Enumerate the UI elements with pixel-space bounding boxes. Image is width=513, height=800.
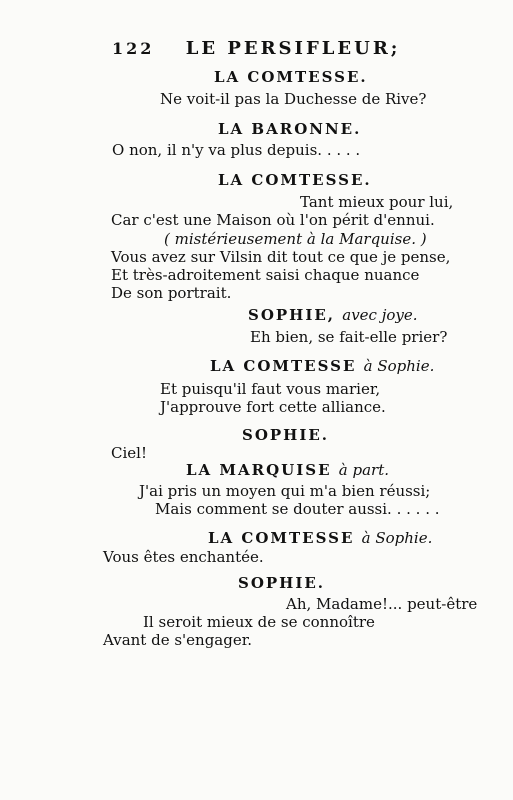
speaker-direction: à part. xyxy=(338,461,390,479)
speaker-heading xyxy=(208,529,432,547)
speaker-name: SOPHIE. xyxy=(238,574,326,592)
verse-line: Il seroit mieux de se connoître xyxy=(143,613,375,631)
verse-line: De son portrait. xyxy=(111,284,232,302)
stage-direction: ( mistérieusement à la Marquise. ) xyxy=(164,230,427,248)
verse-line: Car c'est une Maison où l'on périt d'ennui. xyxy=(111,211,435,229)
speaker-heading xyxy=(238,574,325,592)
verse-line: Avant de s'engager. xyxy=(103,631,253,649)
speaker-direction: à Sophie. xyxy=(361,529,433,547)
speaker-name: SOPHIE. xyxy=(242,426,330,444)
speaker-name: LA COMTESSE. xyxy=(218,171,372,189)
speaker-heading xyxy=(218,120,361,138)
running-header xyxy=(112,38,400,59)
speaker-heading xyxy=(186,461,389,479)
verse-line: Et très-adroitement saisi chaque nuance xyxy=(111,266,420,284)
speaker-direction: avec joye. xyxy=(342,306,418,324)
verse-line: Mais comment se douter aussi. . . . . . xyxy=(155,500,440,518)
verse-line: Vous avez sur Vilsin dit tout ce que je pense, xyxy=(111,248,451,266)
speaker-heading xyxy=(214,68,368,86)
verse-line: J'approuve fort cette alliance. xyxy=(160,398,386,416)
verse-line: Ah, Madame!... peut-être xyxy=(286,595,478,613)
verse-line: Eh bien, se fait-elle prier? xyxy=(250,328,448,346)
speaker-name: LA BARONNE. xyxy=(218,120,362,138)
speaker-direction: à Sophie. xyxy=(363,357,435,375)
speaker-name: LA COMTESSE xyxy=(210,357,357,375)
verse-line: Tant mieux pour lui, xyxy=(300,193,454,211)
speaker-heading xyxy=(248,306,418,324)
speaker-heading xyxy=(210,357,434,375)
speaker-name: LA MARQUISE xyxy=(186,461,332,479)
speaker-heading xyxy=(242,426,329,444)
speaker-name: LA COMTESSE. xyxy=(214,68,368,86)
verse-line: O non, il n'y va plus depuis. . . . . xyxy=(112,141,361,159)
speaker-heading xyxy=(218,171,372,189)
running-title: LE PERSIFLEUR; xyxy=(185,38,401,59)
page-number: 122 xyxy=(112,39,155,58)
verse-line: Ne voit-il pas la Duchesse de Rive? xyxy=(160,90,427,108)
verse-line: Vous êtes enchantée. xyxy=(103,548,264,566)
verse-line: Et puisqu'il faut vous marier, xyxy=(160,380,381,398)
verse-line: Ciel! xyxy=(111,444,147,462)
speaker-name: SOPHIE, xyxy=(248,306,336,324)
speaker-name: LA COMTESSE xyxy=(208,529,355,547)
verse-line: J'ai pris un moyen qui m'a bien réussi; xyxy=(139,482,431,500)
